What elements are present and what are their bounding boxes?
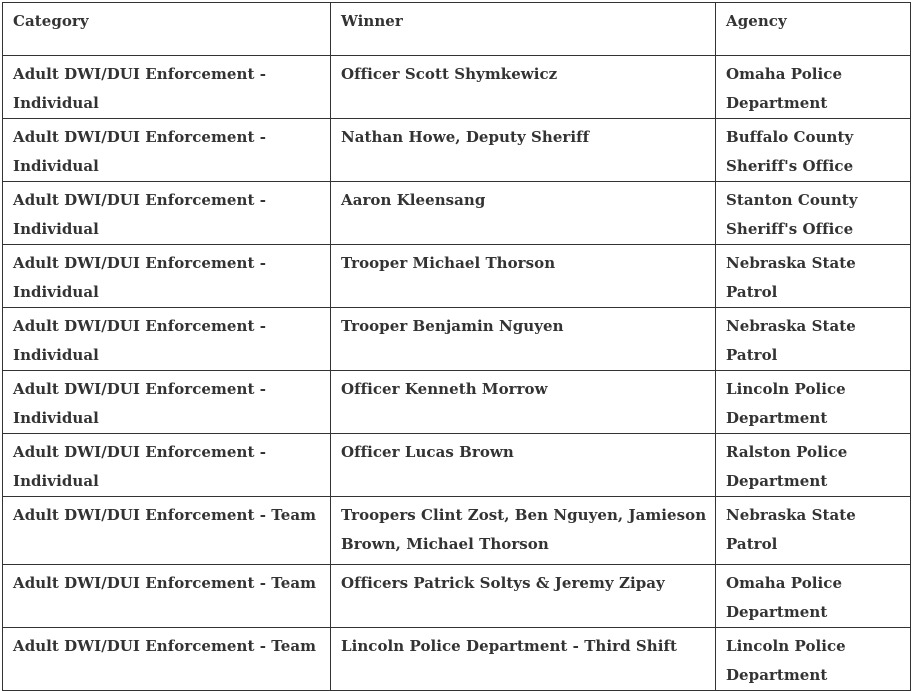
category-cell: Adult DWI/DUI Enforcement - Individual xyxy=(3,119,331,182)
winner-cell: Officer Lucas Brown xyxy=(331,434,716,497)
table-row xyxy=(3,497,911,565)
table-row xyxy=(3,371,911,434)
winner-cell: Officer Scott Shymkewicz xyxy=(331,56,716,119)
category-cell: Adult DWI/DUI Enforcement - Team xyxy=(3,628,331,691)
category-cell: Adult DWI/DUI Enforcement - Individual xyxy=(3,308,331,371)
header-category: Category xyxy=(3,3,331,56)
agency-cell: Nebraska State Patrol xyxy=(716,308,911,371)
header-winner: Winner xyxy=(331,3,716,56)
table-row xyxy=(3,245,911,308)
agency-cell: Stanton County Sheriff's Office xyxy=(716,182,911,245)
header-row xyxy=(3,3,911,56)
winner-cell: Trooper Benjamin Nguyen xyxy=(331,308,716,371)
winner-cell: Trooper Michael Thorson xyxy=(331,245,716,308)
table-header xyxy=(3,3,911,56)
winner-cell: Officers Patrick Soltys & Jeremy Zipay xyxy=(331,565,716,628)
awards-table xyxy=(2,2,911,691)
table-row xyxy=(3,628,911,691)
table-row xyxy=(3,434,911,497)
category-cell: Adult DWI/DUI Enforcement - Team xyxy=(3,565,331,628)
agency-cell: Ralston Police Department xyxy=(716,434,911,497)
table-row xyxy=(3,56,911,119)
table-row xyxy=(3,119,911,182)
winner-cell: Aaron Kleensang xyxy=(331,182,716,245)
category-cell: Adult DWI/DUI Enforcement - Individual xyxy=(3,371,331,434)
winner-cell: Troopers Clint Zost, Ben Nguyen, Jamieson Brown, Michael Thorson xyxy=(331,497,716,565)
table-body xyxy=(3,56,911,691)
category-cell: Adult DWI/DUI Enforcement - Individual xyxy=(3,434,331,497)
agency-cell: Lincoln Police Department xyxy=(716,628,911,691)
category-cell: Adult DWI/DUI Enforcement - Individual xyxy=(3,182,331,245)
agency-cell: Omaha Police Department xyxy=(716,565,911,628)
agency-cell: Nebraska State Patrol xyxy=(716,497,911,565)
agency-cell: Omaha Police Department xyxy=(716,56,911,119)
table-row xyxy=(3,308,911,371)
winner-cell: Lincoln Police Department - Third Shift xyxy=(331,628,716,691)
category-cell: Adult DWI/DUI Enforcement - Team xyxy=(3,497,331,565)
winner-cell: Officer Kenneth Morrow xyxy=(331,371,716,434)
agency-cell: Nebraska State Patrol xyxy=(716,245,911,308)
header-agency: Agency xyxy=(716,3,911,56)
agency-cell: Buffalo County Sheriff's Office xyxy=(716,119,911,182)
table-row xyxy=(3,182,911,245)
table-row xyxy=(3,565,911,628)
winner-cell: Nathan Howe, Deputy Sheriff xyxy=(331,119,716,182)
agency-cell: Lincoln Police Department xyxy=(716,371,911,434)
category-cell: Adult DWI/DUI Enforcement - Individual xyxy=(3,56,331,119)
category-cell: Adult DWI/DUI Enforcement - Individual xyxy=(3,245,331,308)
